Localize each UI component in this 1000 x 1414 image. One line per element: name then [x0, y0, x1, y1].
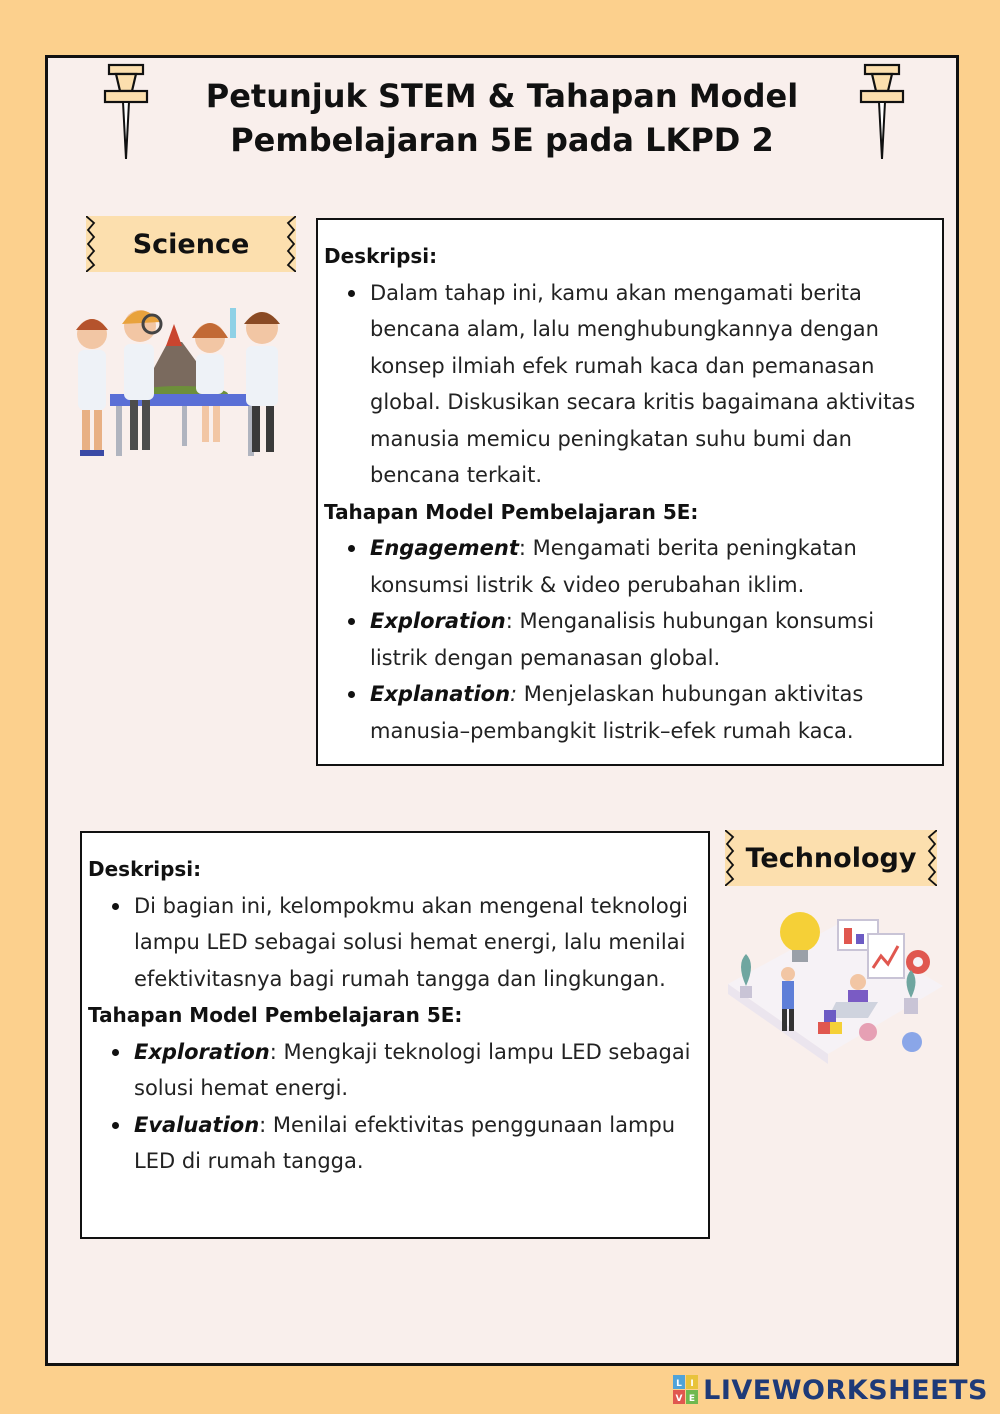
science-kids-illustration — [70, 294, 296, 464]
stage-term: Exploration — [370, 609, 506, 633]
technology-desc-heading: Deskripsi: — [88, 857, 202, 881]
stage-separator: : — [259, 1112, 267, 1137]
science-stages-list — [324, 530, 934, 749]
stage-text: Mengkaji teknologi lampu LED sebagai solusi hemat energi. — [134, 1039, 691, 1100]
stage-term: Evaluation — [134, 1112, 260, 1137]
science-stage-exploration — [324, 603, 934, 676]
science-stage-explanation — [324, 676, 934, 749]
technology-stage-exploration — [88, 1034, 700, 1107]
science-label: Science — [132, 228, 250, 260]
stage-text: Menjelaskan hubungan aktivitas manusia–pembangkit listrik–efek rumah kaca. — [370, 682, 864, 743]
stage-separator: : — [269, 1039, 277, 1064]
logo-letter: E — [689, 1394, 696, 1404]
stage-text: Mengamati berita peningkatan konsumsi listrik & video perubahan iklim. — [370, 536, 857, 597]
liveworksheets-wordmark[interactable]: LIVEWORKSHEETS — [703, 1374, 988, 1406]
science-desc-heading: Deskripsi: — [324, 244, 438, 268]
science-tag — [86, 216, 296, 272]
science-desc-item: Dalam tahap ini, kamu akan mengamati berita bencana alam, lalu menghubungkannya dengan konsep ilmiah efek rumah kaca dan pemanasan global. Diskusikan secara kritis bagaimana aktivitas manusia memicu peningkatan suhu bumi dan bencana terkait. — [324, 275, 934, 494]
stage-separator: : — [510, 682, 518, 706]
science-description-box — [316, 218, 944, 766]
logo-letter: I — [690, 1379, 694, 1389]
technology-stage-evaluation — [88, 1107, 700, 1180]
science-desc-list — [324, 275, 934, 494]
technology-tag — [725, 830, 937, 886]
technology-isometric-illustration — [718, 894, 948, 1070]
technology-stages-list — [88, 1034, 700, 1180]
stage-text: Menganalisis hubungan konsumsi listrik dengan pemanasan global. — [370, 609, 875, 670]
tag-zigzag-left-icon — [725, 830, 737, 886]
page-title-line-2: Pembelajaran 5E pada LKPD 2 — [230, 121, 774, 159]
technology-stages-heading: Tahapan Model Pembelajaran 5E: — [88, 1003, 463, 1027]
stage-separator: : — [505, 609, 513, 633]
technology-desc-item: Di bagian ini, kelompokmu akan mengenal teknologi lampu LED sebagai solusi hemat energi, lalu menilai efektivitasnya bagi rumah tangga dan lingkungan. — [88, 888, 700, 998]
technology-description-box — [80, 831, 710, 1239]
pushpin-left-icon — [103, 63, 149, 163]
science-stages-heading: Tahapan Model Pembelajaran 5E: — [324, 499, 699, 524]
liveworksheets-logo-icon — [673, 1375, 699, 1405]
logo-letter: V — [675, 1394, 683, 1404]
stage-separator: : — [518, 536, 526, 560]
science-stage-engagement — [324, 530, 934, 603]
stage-term: Exploration — [134, 1039, 270, 1064]
page-title-line-1: Petunjuk STEM & Tahapan Model — [205, 77, 799, 115]
tag-zigzag-right-icon — [925, 830, 937, 886]
tag-zigzag-right-icon — [284, 216, 296, 272]
stage-term: Engagement — [370, 536, 519, 560]
page-title — [168, 74, 836, 162]
worksheet-page — [45, 55, 959, 1366]
stage-text: Menilai efektivitas penggunaan lampu LED di rumah tangga. — [134, 1112, 676, 1173]
pushpin-right-icon — [859, 63, 905, 163]
liveworksheets-brand — [673, 1372, 988, 1408]
stage-term: Explanation — [370, 682, 511, 706]
tag-zigzag-left-icon — [86, 216, 98, 272]
logo-letter: L — [676, 1379, 683, 1389]
technology-label: Technology — [745, 842, 917, 874]
technology-desc-list — [88, 888, 700, 998]
